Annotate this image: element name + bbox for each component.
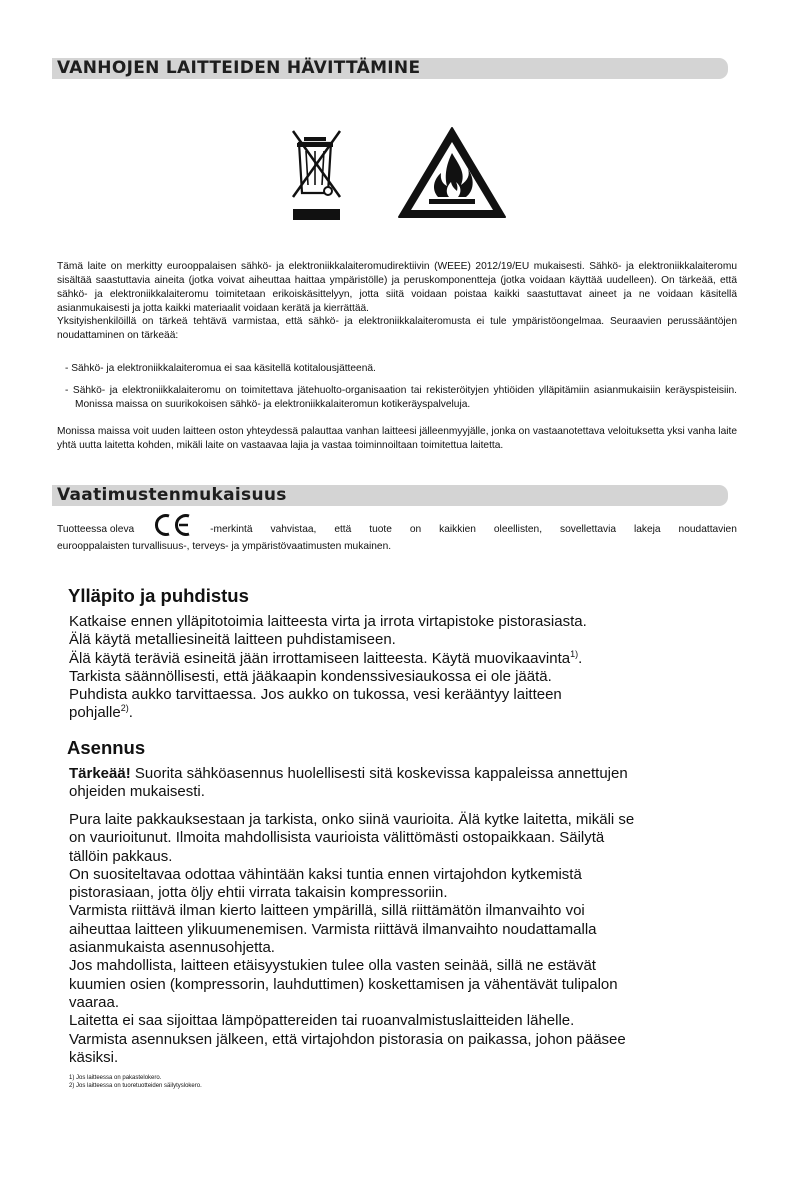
maintenance-line: Katkaise ennen ylläpitotoimia laitteesta virta ja irrota virtapistoke pistorasiasta. — [69, 613, 587, 630]
ce-mark — [152, 513, 192, 537]
installation-heading: Asennus — [67, 737, 146, 758]
footnote: 2) Jos laitteessa on tuoretuotteiden säilytyslokero. — [69, 1083, 202, 1089]
conformity-word: oleellisten, — [493, 524, 543, 535]
installation-body: Pura laite pakkauksestaan ja tarkista, onko siinä vaurioita. Älä kytke laitetta, mikäli se on vaurioitunut. Ilmoita mahdollisista vaurioista välittömästi ostopaikkaan. Säilytä tällöin pakkaus. On suositeltavaa odottaa vähintään kaksi tuntia ennen virtajohdon kytkemistä pistorasiaan, jotta öljy ehtii virrata takaisin kompressoriin. Varmista riittävä ilman kierto laitteen ympärillä, sillä riittämätön ilmanvaihto voi aiheuttaa laitteen ylikuumenemisen. Varmista riittävä ilmanvaihto noudattamalla asianmukaista asennusohjetta. Jos mahdollista, laitteen etäisyystukien tulee olla vasten seinää, sillä ne estävät kuumien osien (kompressorin, lauhduttimen) koskettamisen ja vähentävät tulipalon vaaraa. Laitetta ei saa sijoittaa lämpöpattereiden tai ruoanvalmistuslaitteiden lähelle. Varmista asennuksen jälkeen, että virtajohdon pistorasia on paikassa, johon pääsee käsiksi. — [69, 811, 635, 1066]
flammable-warning-icon — [396, 125, 508, 220]
text-before-mark: Tuotteessa oleva — [57, 524, 135, 535]
conformity-word: kaikkien — [439, 524, 476, 535]
bullet-item: - Sähkö- ja elektroniikkalaiteromu on toimitettava jätehuolto-organisaation tai rekisteröityjen yhtiöiden ylläpitämiin asianmukaisiin keräyspisteisiin. Monissa maissa on suurikokoisen sähkö- ja elektroniikkalaiteromun kotikeräyspalveluja. — [65, 385, 737, 410]
conformity-word: -merkintä — [210, 524, 253, 535]
weee-paragraph: Tämä laite on merkitty eurooppalaisen sähkö- ja elektroniikkalaiteromudirektiivin (WEEE) 2012/19/EU mukaisesti. Sähkö- ja elektroniikkalaiteromu sisältää saastuttavia aineita (jotka voivat aiheuttaa haittaa ympäristölle) ja peruskomponentteja (jotka voidaan käyttää uudelleen). On tärkeää, että sähkö- ja elektroniikkalaiteromu toimitetaan erikoiskäsittelyyn, jotta siitä voidaan poistaa kaikki saastuttavat aineet ja ne voidaan käsitellä asianmukaisesti ja jotta kaikki materiaalit voidaan kerätä ja kierrättää. — [57, 261, 737, 314]
footnote-ref: 1) — [570, 648, 579, 659]
important-text: Suorita sähköasennus huolellisesti sitä koskevissa kappaleissa annettujen ohjeiden mukaisesti. — [69, 765, 628, 801]
important-note — [69, 765, 639, 802]
maintenance-line: Puhdista aukko tarvittaessa. Jos aukko on tukossa, vesi kerääntyy laitteen — [69, 686, 562, 704]
conformity-word: noudattavien — [678, 524, 737, 535]
conformity-word: sovellettavia — [559, 524, 617, 535]
period: . — [578, 649, 583, 667]
conformity-word: että — [334, 524, 352, 535]
maintenance-line-text: pohjalle — [69, 704, 121, 722]
responsibility-paragraph: Yksityishenkilöillä on tärkeä tehtävä varmistaa, että sähkö- ja elektroniikkalaiteromusta ei tule ympäristöongelmaa. Seuraavien perussääntöjen noudattaminen on tärkeää: — [57, 316, 737, 341]
conformity-word: lakeja — [633, 524, 661, 535]
conformity-text — [57, 513, 737, 554]
conformity-line-1 — [57, 513, 737, 537]
maintenance-line: Tarkista säännöllisesti, että jääkaapin kondenssivesiaukossa ei ole jäätä. — [69, 667, 552, 685]
important-label: Tärkeää! — [69, 765, 131, 782]
return-paragraph: Monissa maissa voit uuden laitteen oston yhteydessä palauttaa vanhan laitteesi jälleenmyyjälle, jonka on vastaanotettava veloituksetta yksi vanha laite yhtä uutta laitetta kohden, mikäli laite on vastaavaa lajia ja vastaa toiminnoiltaan toimitettua laitetta. — [57, 426, 737, 451]
conformity-word: on — [409, 524, 422, 535]
bullet-item: - Sähkö- ja elektroniikkalaiteromua ei saa käsitellä kotitalousjätteenä. — [65, 363, 376, 374]
ce-mark-icon — [152, 513, 192, 537]
conformity-word: vahvistaa, — [270, 524, 317, 535]
crossed-out-wheelie-bin-icon — [290, 127, 350, 221]
maintenance-line-text: Älä käytä teräviä esineitä jään irrottamiseen laitteesta. Käytä muovikaavinta — [69, 649, 571, 667]
maintenance-line: Älä käytä metalliesineitä laitteen puhdistamiseen. — [69, 631, 396, 649]
maintenance-heading: Ylläpito ja puhdistus — [68, 585, 249, 606]
footnote: 1) Jos laitteessa on pakastelokero. — [69, 1075, 162, 1081]
footnote-ref: 2) — [120, 703, 129, 714]
conformity-line-2: eurooppalaisten turvallisuus-, terveys- ja ympäristövaatimusten mukainen. — [57, 541, 392, 552]
conformity-word: tuote — [369, 524, 392, 535]
maintenance-text — [69, 613, 639, 723]
maintenance-line — [69, 704, 639, 722]
period: . — [128, 704, 133, 722]
section-title-conformity: Vaatimustenmukaisuus — [57, 485, 287, 505]
maintenance-line — [69, 650, 639, 668]
section-title-disposal: VANHOJEN LAITTEIDEN HÄVITTÄMINE — [57, 58, 421, 78]
